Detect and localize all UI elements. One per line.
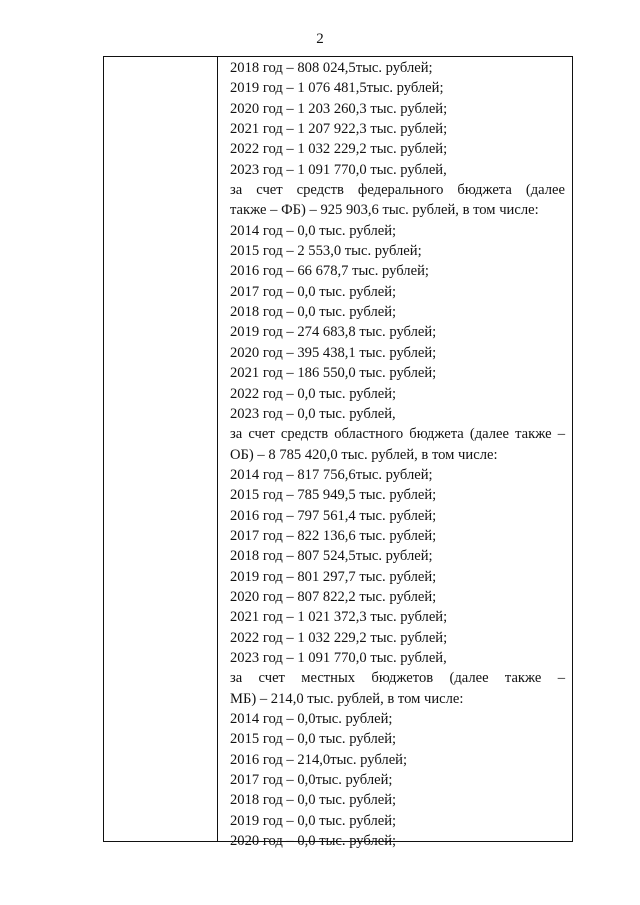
text-line: 2014 год – 0,0 тыс. рублей; bbox=[230, 222, 397, 239]
table-left-cell bbox=[104, 57, 218, 841]
text-line: 2022 год – 0,0 тыс. рублей; bbox=[230, 385, 397, 402]
text-line: 2015 год – 2 553,0 тыс. рублей; bbox=[230, 243, 422, 260]
text-line: 2023 год – 1 091 770,0 тыс. рублей, bbox=[230, 161, 447, 178]
text-line: 2022 год – 1 032 229,2 тыс. рублей; bbox=[230, 141, 448, 158]
text-line: 2019 год – 274 683,8 тыс. рублей; bbox=[230, 324, 437, 341]
text-line: за счет средств областного бюджета (далее также – bbox=[230, 426, 565, 443]
text-line: 2020 год – 0,0 тыс. рублей; bbox=[230, 833, 397, 850]
text-line: 2017 год – 0,0 тыс. рублей; bbox=[230, 283, 397, 300]
text-line: также – ФБ) – 925 903,6 тыс. рублей, в том числе: bbox=[230, 202, 539, 219]
text-line: 2016 год – 797 561,4 тыс. рублей; bbox=[230, 507, 437, 524]
text-line: за счет средств федерального бюджета (далее bbox=[230, 182, 565, 199]
text-line: ОБ) – 8 785 420,0 тыс. рублей, в том числе: bbox=[230, 446, 498, 463]
table-right-cell bbox=[218, 57, 572, 850]
text-line: 2021 год – 1 207 922,3 тыс. рублей; bbox=[230, 121, 448, 138]
text-line: 2018 год – 0,0 тыс. рублей; bbox=[230, 304, 397, 321]
text-line: 2016 год – 214,0тыс. рублей; bbox=[230, 751, 408, 768]
text-line: 2019 год – 801 297,7 тыс. рублей; bbox=[230, 568, 437, 585]
text-line: 2019 год – 1 076 481,5тыс. рублей; bbox=[230, 80, 444, 97]
text-line: 2022 год – 1 032 229,2 тыс. рублей; bbox=[230, 629, 448, 646]
text-line: 2021 год – 186 550,0 тыс. рублей; bbox=[230, 365, 437, 382]
text-line: 2017 год – 0,0тыс. рублей; bbox=[230, 772, 393, 789]
text-line: 2014 год – 817 756,6тыс. рублей; bbox=[230, 466, 433, 483]
text-line: 2020 год – 1 203 260,3 тыс. рублей; bbox=[230, 100, 448, 117]
text-line: 2023 год – 0,0 тыс. рублей, bbox=[230, 405, 396, 422]
text-line: 2021 год – 1 021 372,3 тыс. рублей; bbox=[230, 609, 448, 626]
text-line: 2014 год – 0,0тыс. рублей; bbox=[230, 711, 393, 727]
text-line: 2016 год – 66 678,7 тыс. рублей; bbox=[230, 263, 429, 280]
text-line: 2015 год – 0,0 тыс. рублей; bbox=[230, 731, 397, 748]
text-line: 2018 год – 808 024,5тыс. рублей; bbox=[230, 60, 433, 76]
text-line: 2020 год – 395 438,1 тыс. рублей; bbox=[230, 344, 437, 361]
text-line: 2023 год – 1 091 770,0 тыс. рублей, bbox=[230, 649, 447, 666]
text-line: 2015 год – 785 949,5 тыс. рублей; bbox=[230, 487, 437, 504]
text-line: за счет местных бюджетов (далее также – bbox=[230, 670, 565, 687]
text-line: 2019 год – 0,0 тыс. рублей; bbox=[230, 812, 397, 829]
budget-table bbox=[103, 56, 573, 850]
text-line: МБ) – 214,0 тыс. рублей, в том числе: bbox=[230, 690, 464, 707]
page-number: 2 bbox=[316, 31, 324, 47]
text-line: 2018 год – 0,0 тыс. рублей; bbox=[230, 792, 397, 809]
text-line: 2017 год – 822 136,6 тыс. рублей; bbox=[230, 527, 437, 544]
text-line: 2018 год – 807 524,5тыс. рублей; bbox=[230, 548, 433, 565]
text-line: 2020 год – 807 822,2 тыс. рублей; bbox=[230, 588, 437, 605]
